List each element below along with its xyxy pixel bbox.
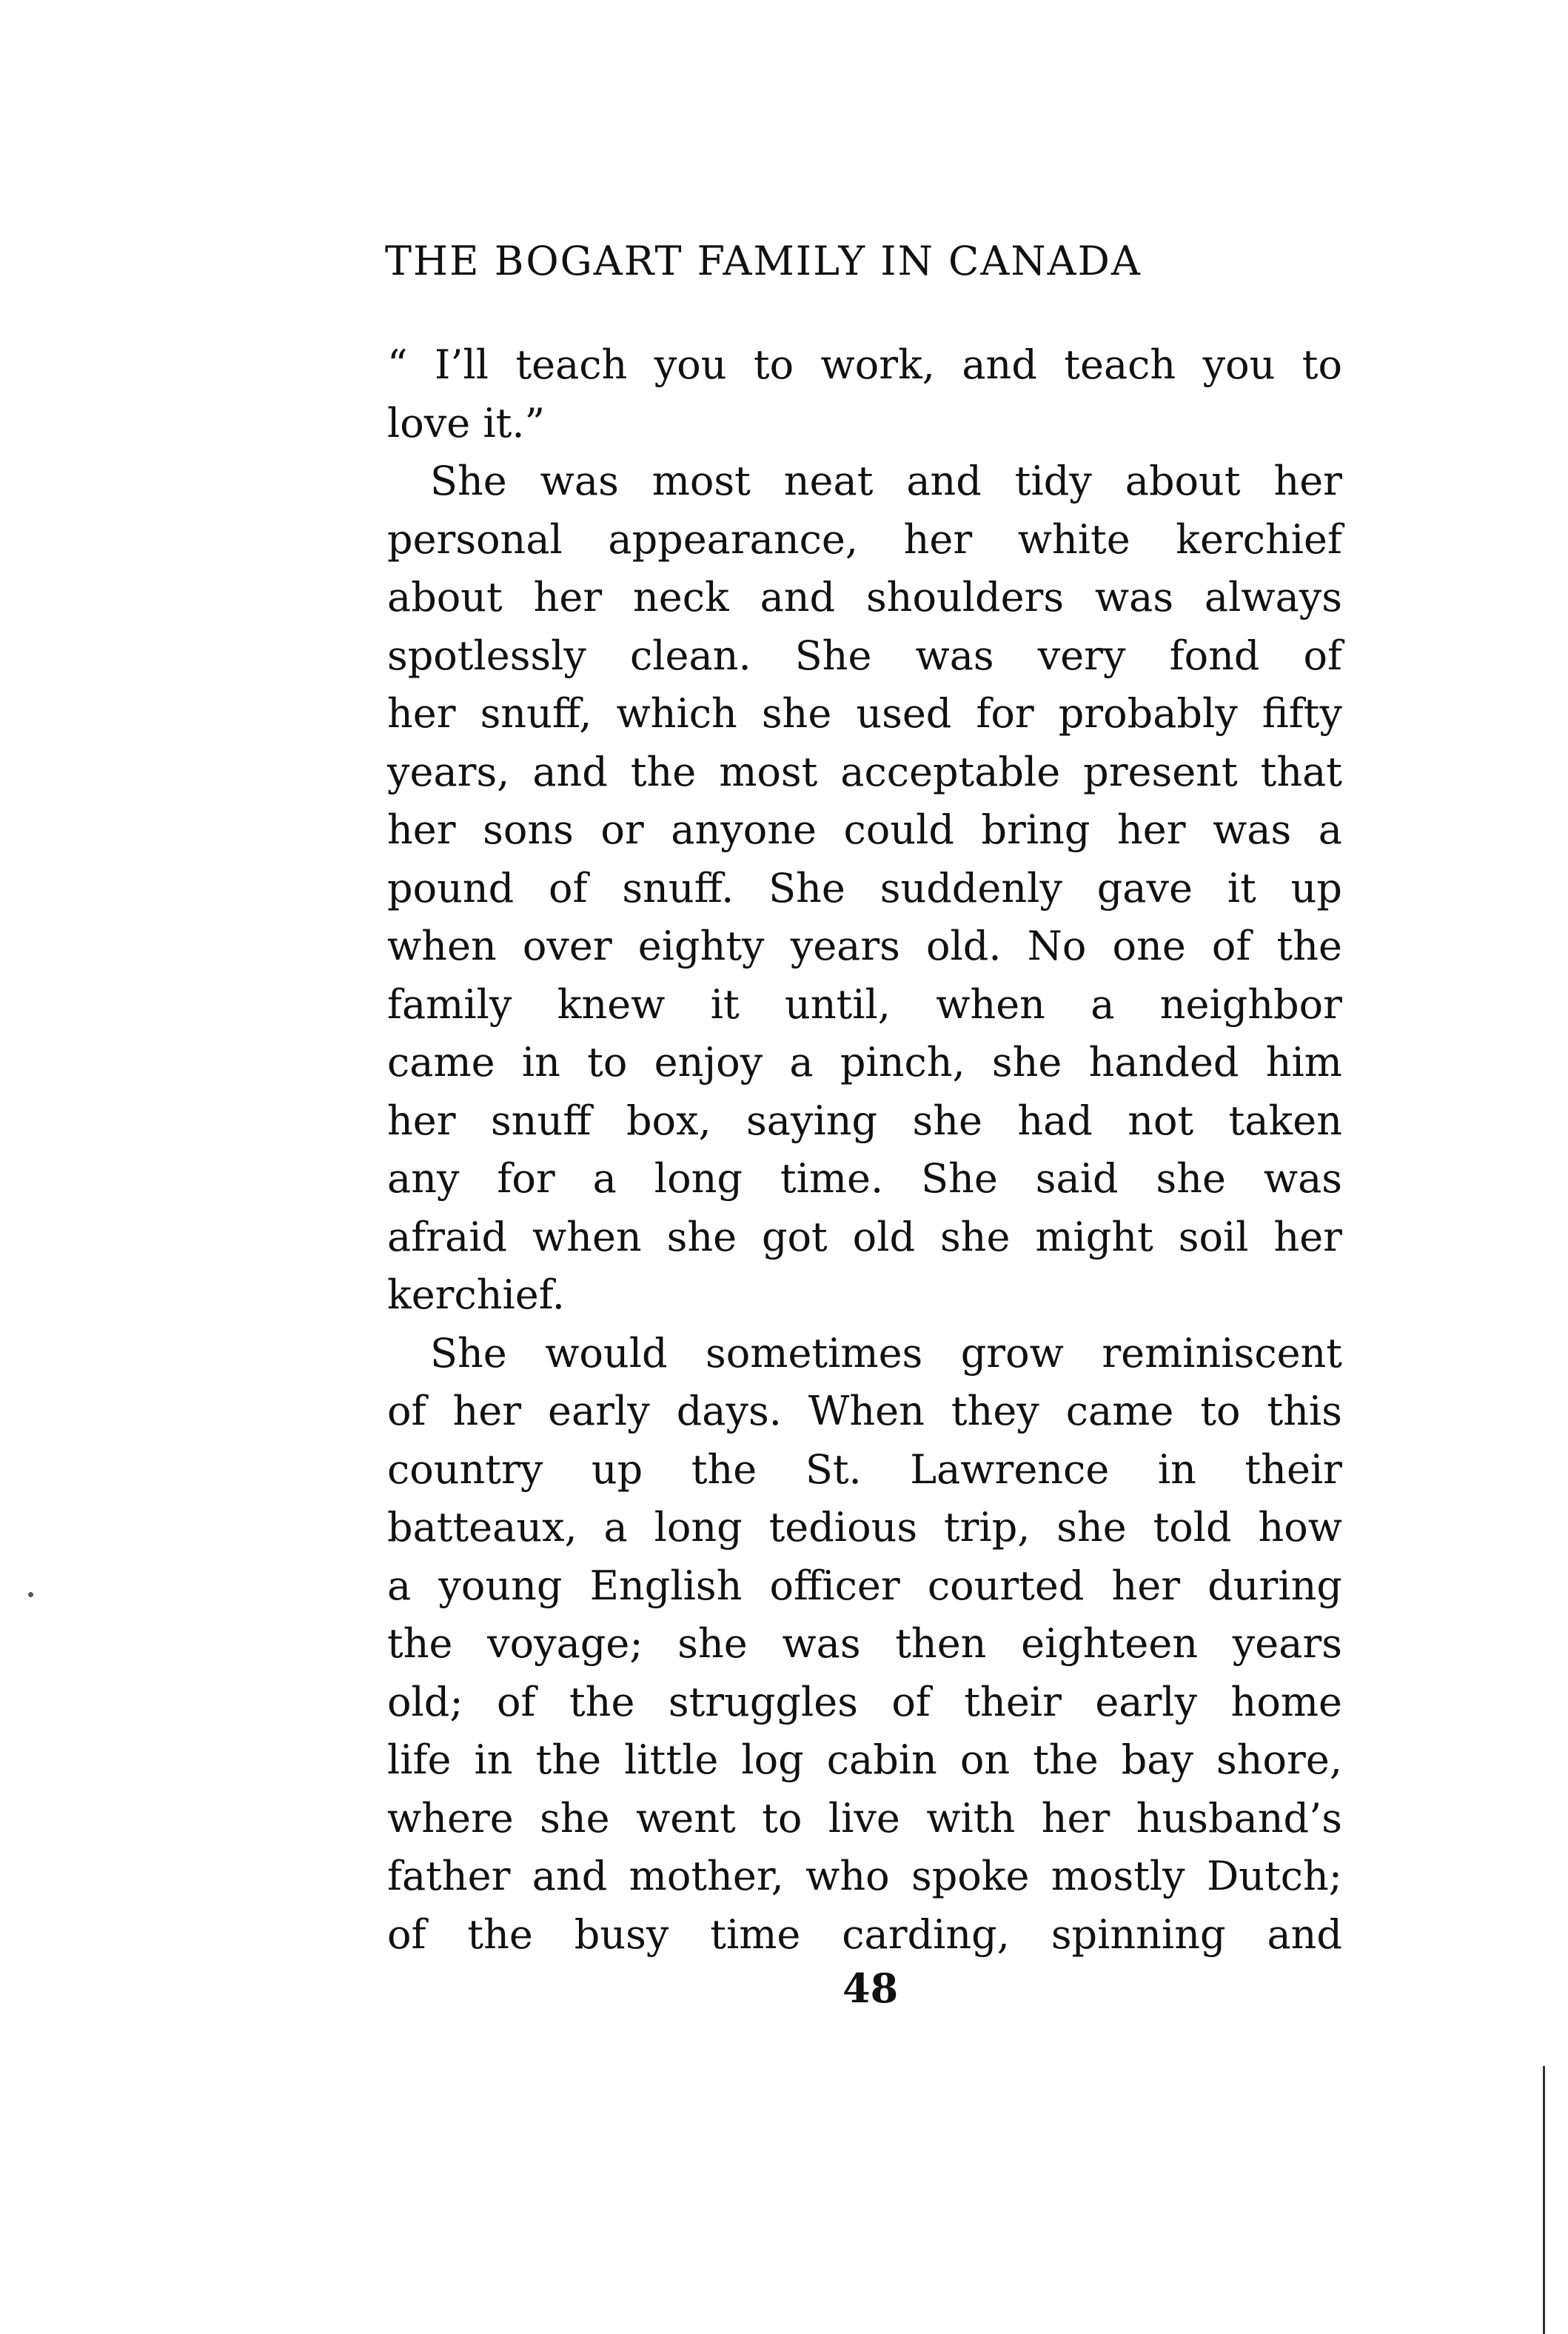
text-line: her snuff, which she used for probably fifty xyxy=(387,690,1342,737)
text-line: years, and the most acceptable present that xyxy=(387,748,1342,795)
text-line: a young English officer courted her during xyxy=(387,1562,1342,1609)
text-line: old; of the struggles of their early home xyxy=(387,1678,1342,1725)
scan-edge-line xyxy=(1543,2066,1545,2334)
text-line: pound of snuff. She suddenly gave it up xyxy=(387,864,1342,912)
text-line: personal appearance, her white kerchief xyxy=(387,515,1342,563)
text-line: spotlessly clean. She was very fond of xyxy=(387,632,1342,679)
running-head: THE BOGART FAMILY IN CANADA xyxy=(385,238,1142,284)
page-number: 48 xyxy=(842,1964,899,2012)
text-line: where she went to live with her husband’s xyxy=(387,1794,1342,1842)
text-line: country up the St. Lawrence in their xyxy=(387,1445,1342,1493)
text-line: love it.” xyxy=(387,399,546,447)
text-line: father and mother, who spoke mostly Dutch; xyxy=(387,1853,1342,1899)
text-line: She was most neat and tidy about her xyxy=(430,458,1342,504)
text-line: when over eighty years old. No one of the xyxy=(387,923,1342,969)
text-line: “ I’ll teach you to work, and teach you to xyxy=(387,341,1342,388)
text-line: life in the little log cabin on the bay shore, xyxy=(387,1736,1342,1783)
text-line: afraid when she got old she might soil her xyxy=(387,1213,1342,1260)
text-line: family knew it until, when a neighbor xyxy=(387,980,1342,1028)
text-line: came in to enjoy a pinch, she handed him xyxy=(387,1039,1342,1086)
text-line: any for a long time. She said she was xyxy=(387,1155,1342,1202)
text-line: batteaux, a long tedious trip, she told how xyxy=(387,1504,1342,1551)
text-line: of her early days. When they came to this xyxy=(387,1388,1342,1434)
text-line: her snuff box, saying she had not taken xyxy=(387,1097,1342,1144)
text-line: kerchief. xyxy=(387,1271,565,1318)
text-line: her sons or anyone could bring her was a xyxy=(387,806,1342,853)
text-line: about her neck and shoulders was always xyxy=(387,574,1342,621)
text-line: the voyage; she was then eighteen years xyxy=(387,1620,1342,1667)
scan-speck xyxy=(28,1592,33,1597)
text-line: of the busy time carding, spinning and xyxy=(387,1910,1342,1958)
body-text xyxy=(387,336,1342,1964)
text-line: She would sometimes grow reminiscent xyxy=(430,1329,1342,1377)
